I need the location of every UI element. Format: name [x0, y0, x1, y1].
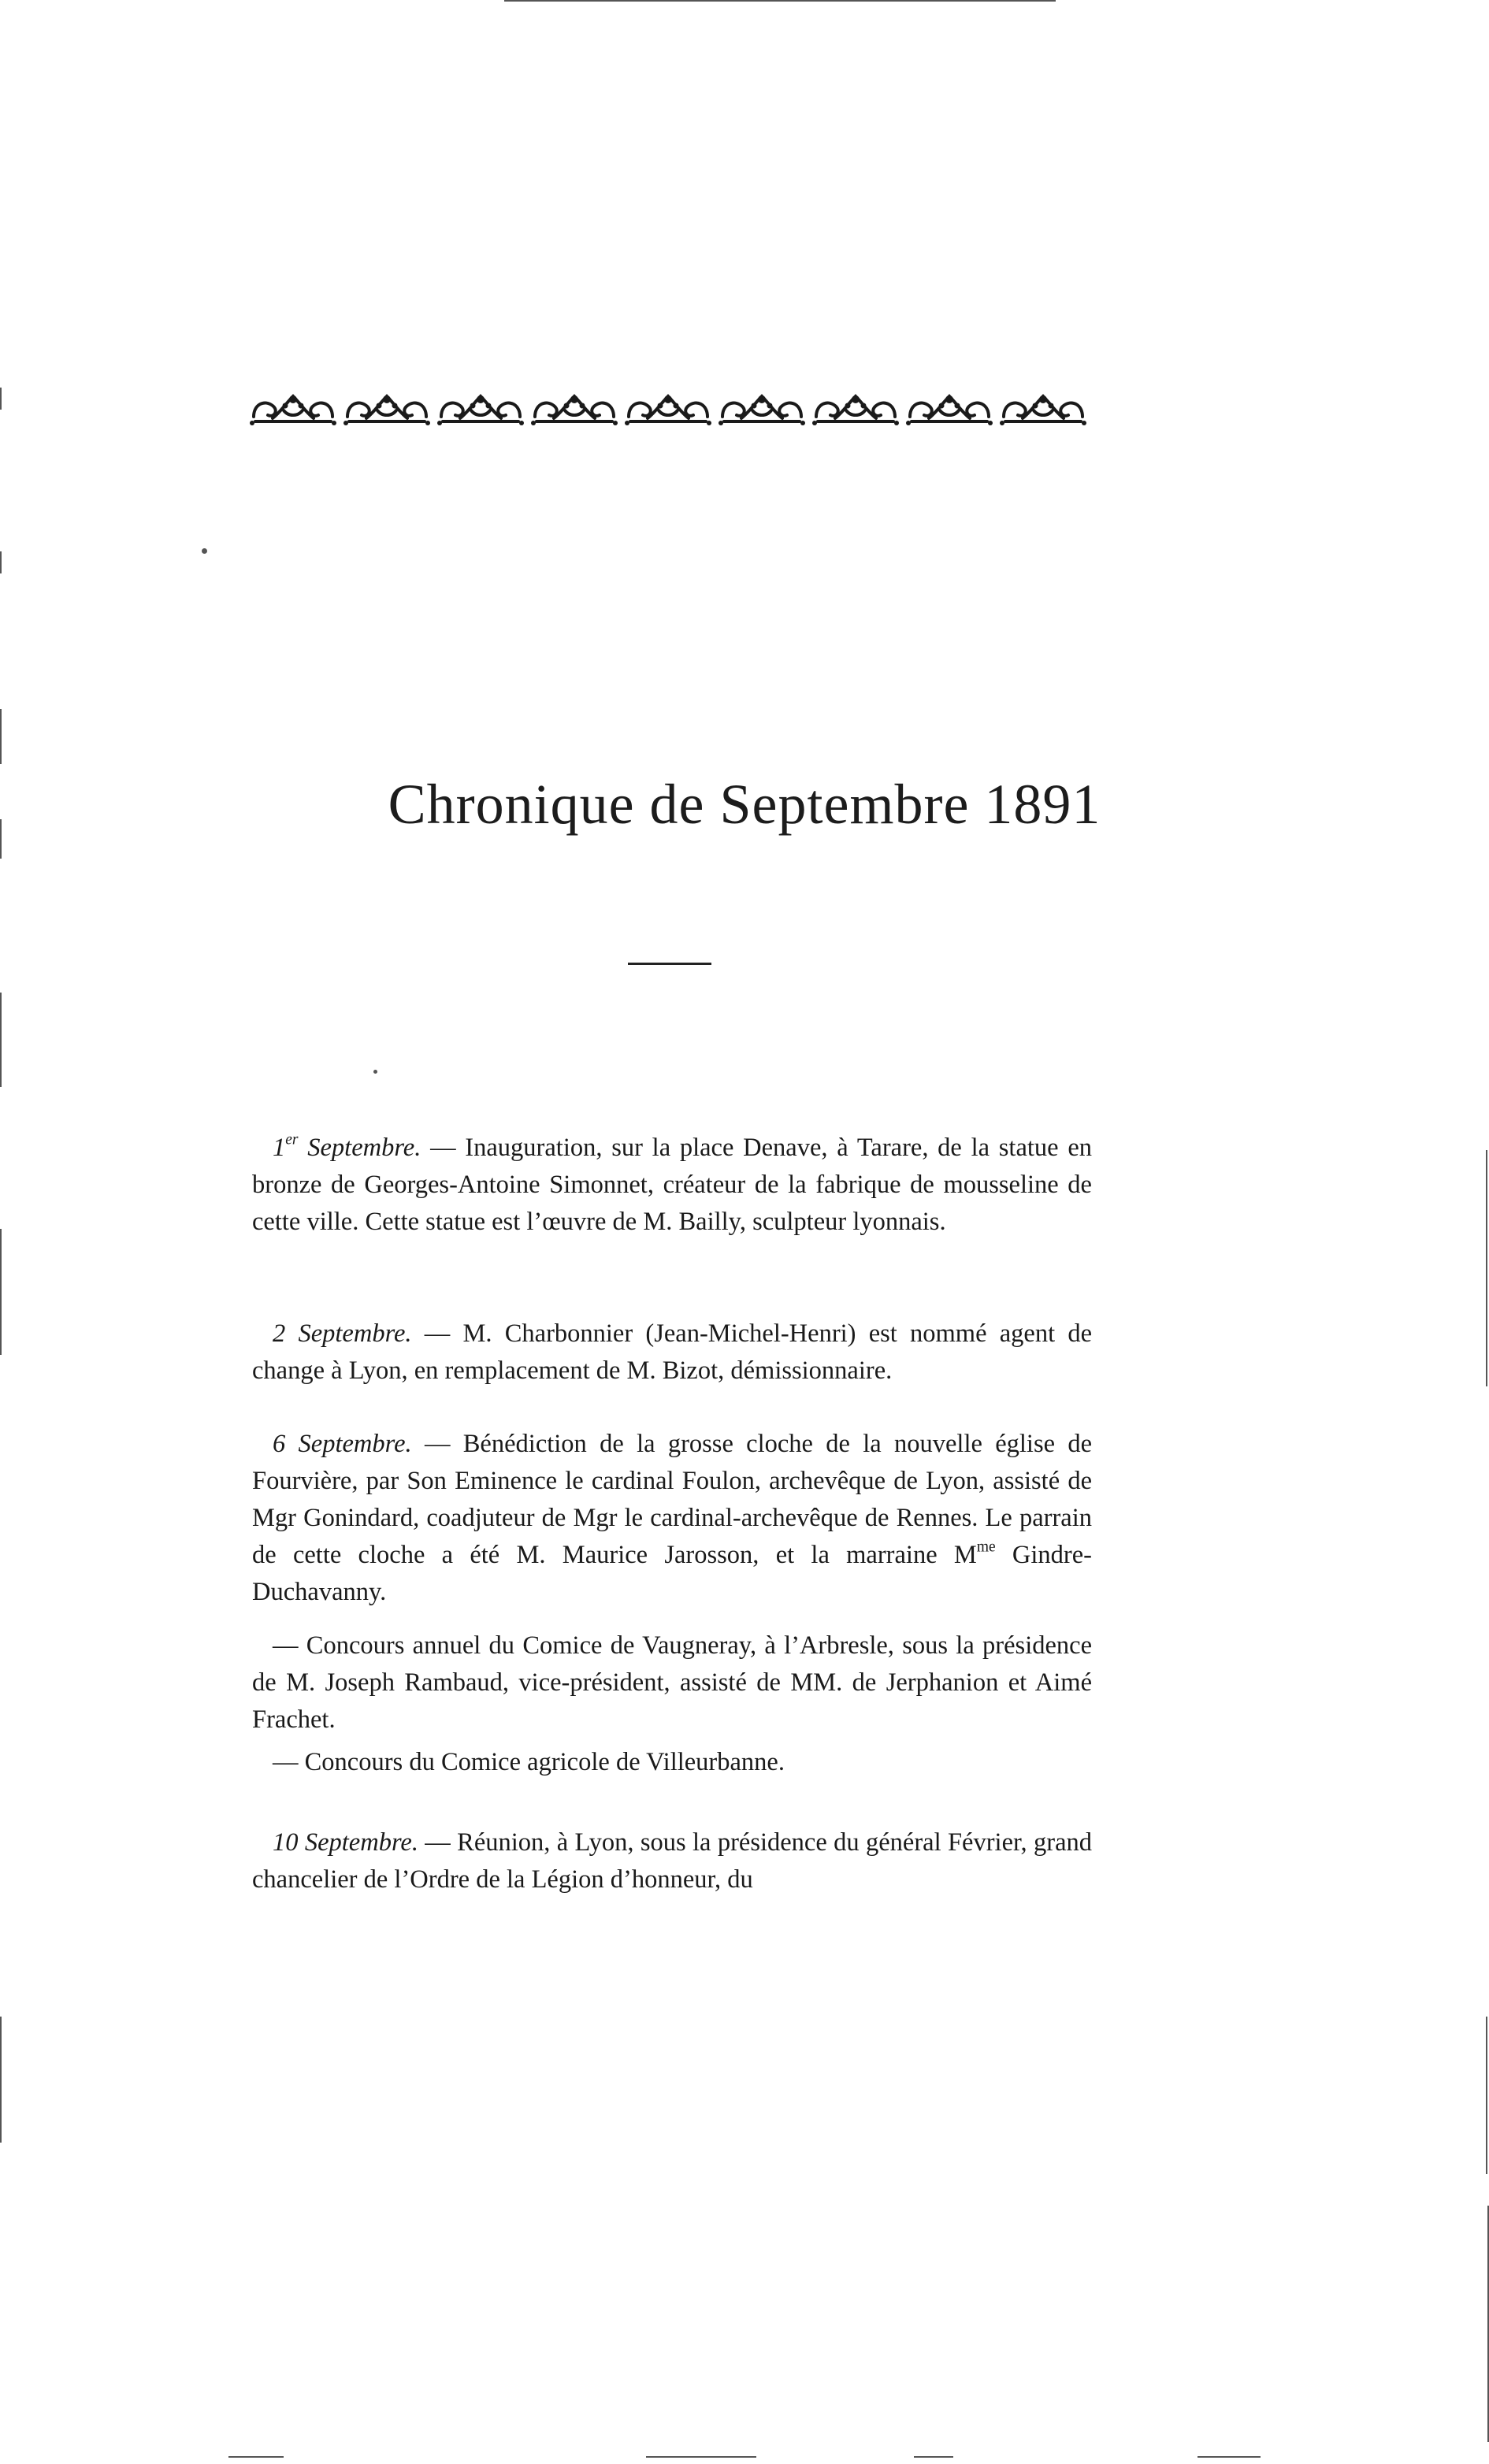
scan-edge-left-2 — [0, 551, 2, 573]
entry-text: — M. Charbonnier (Jean-Michel-Henri) est nommé agent de change à Lyon, en remplacement de M. Bizot, démissionnaire. — [252, 1319, 1092, 1385]
date-month: Septembre. — [298, 1134, 421, 1162]
scan-edge-right-1 — [1486, 1150, 1487, 1386]
entry-paragraph: — Concours annuel du Comice de Vaugneray, à l’Arbresle, sous la présidence de M. Joseph Rambaud, vice-président, assisté de MM. de Jerphanion et Aimé Frachet. — [252, 1631, 1092, 1734]
entry-sept-10 — [252, 1824, 1092, 1898]
scan-speck-1 — [202, 548, 207, 554]
fleuron-scroll-icon — [436, 388, 525, 428]
scan-edge-bottom-2 — [646, 2456, 756, 2458]
date-ordinal: 1 — [273, 1134, 286, 1162]
fleuron-scroll-icon — [624, 388, 712, 428]
entry-date: 2 Septembre. — [273, 1319, 412, 1348]
entry-sept-6 — [252, 1426, 1092, 1611]
scan-edge-bottom-1 — [228, 2456, 284, 2458]
page-title: Chronique de Septembre 1891 — [388, 773, 1101, 836]
scan-edge-left-5 — [0, 993, 2, 1087]
entry-paragraph — [252, 1824, 1092, 1898]
scan-edge-right-2 — [1486, 2017, 1487, 2174]
entry-date — [273, 1131, 421, 1162]
fleuron-scroll-icon — [718, 388, 806, 428]
entry-paragraph — [252, 1130, 1092, 1241]
entry-paragraph: — Concours du Comice agricole de Villeurbanne. — [273, 1748, 785, 1776]
scan-edge-left-1 — [0, 388, 2, 410]
scan-edge-bottom-3 — [914, 2456, 953, 2458]
fleuron-scroll-icon — [530, 388, 618, 428]
entry-text: — Bénédiction de la grosse cloche de la nouvelle église de Fourvière, par Son Eminence le cardinal Foulon, archevêque de Lyon, assisté de Mgr Gonindard, coadjuteur de Mgr le cardinal-archevêque de Rennes. Le parrain de cette cloche a été M. Maurice Jarosson, et la marraine M — [252, 1430, 1093, 1569]
scan-speck-2 — [373, 1070, 377, 1074]
date-superscript: er — [285, 1131, 299, 1149]
fleuron-scroll-icon — [343, 388, 431, 428]
entry-text-end: Gindre-Duchavanny. — [252, 1541, 1092, 1606]
scan-edge-left-3 — [0, 709, 2, 764]
scan-edge-left-6 — [0, 1229, 2, 1355]
entry-date: 6 Septembre. — [273, 1430, 412, 1458]
scan-edge-left-7 — [0, 2017, 2, 2143]
entry-text: — Inauguration, sur la place Denave, à Tarare, de la statue en bronze de Georges-Antoine Simonnet, créateur de la fabrique de mousseline de cette ville. Cette statue est l’œuvre de M. Bailly, sculpteur lyonnais. — [252, 1134, 1092, 1236]
text-superscript: me — [976, 1538, 996, 1556]
fleuron-scroll-icon — [999, 388, 1087, 428]
ornament-band — [249, 386, 1087, 430]
entry-vaugneray — [252, 1627, 1092, 1739]
entry-text: — Réunion, à Lyon, sous la présidence du général Février, grand chancelier de l’Ordre de la Légion d’honneur, du — [252, 1828, 1092, 1894]
entry-sept-1 — [252, 1130, 1092, 1241]
fleuron-scroll-icon — [811, 388, 900, 428]
scan-edge-bottom-4 — [1198, 2456, 1261, 2458]
entry-villeurbanne — [252, 1744, 1092, 1781]
entry-sept-2 — [252, 1315, 1092, 1390]
entry-paragraph — [252, 1426, 1092, 1611]
fleuron-scroll-icon — [249, 388, 337, 428]
entry-date: 10 Septembre. — [273, 1828, 418, 1857]
title-rule — [628, 963, 711, 965]
fleuron-scroll-icon — [905, 388, 993, 428]
scan-edge-top — [504, 0, 1056, 2]
entry-paragraph — [252, 1315, 1092, 1390]
